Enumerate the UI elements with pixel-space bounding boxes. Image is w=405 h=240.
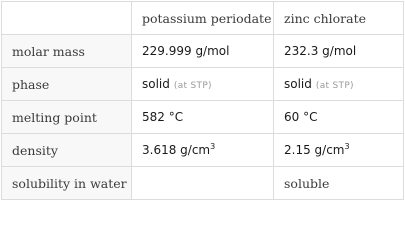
table-row xyxy=(2,35,404,68)
density-exponent: 3 xyxy=(210,142,216,151)
table-row xyxy=(2,134,404,167)
cell-density-zinc-chlorate xyxy=(274,134,404,167)
density-value: 2.15 g/cm xyxy=(284,143,345,157)
density-exponent: 3 xyxy=(344,142,350,151)
comparison-table xyxy=(1,1,404,200)
phase-value: solid xyxy=(142,77,170,91)
table-row xyxy=(2,101,404,134)
corner-cell xyxy=(2,2,132,35)
row-label-solubility-in-water: solubility in water xyxy=(2,167,132,200)
phase-note: (at STP) xyxy=(315,81,354,91)
cell-melting-point-potassium-periodate: 582 °C xyxy=(132,101,274,134)
phase-note: (at STP) xyxy=(173,81,212,91)
table-row xyxy=(2,167,404,200)
cell-melting-point-zinc-chlorate: 60 °C xyxy=(274,101,404,134)
cell-density-potassium-periodate xyxy=(132,134,274,167)
table-row xyxy=(2,68,404,101)
phase-value: solid xyxy=(284,77,312,91)
density-value: 3.618 g/cm xyxy=(142,143,211,157)
column-header-zinc-chlorate: zinc chlorate xyxy=(274,2,404,35)
row-label-phase: phase xyxy=(2,68,132,101)
cell-solubility-zinc-chlorate: soluble xyxy=(274,167,404,200)
header-row xyxy=(2,2,404,35)
cell-solubility-potassium-periodate xyxy=(132,167,274,200)
row-label-melting-point: melting point xyxy=(2,101,132,134)
cell-phase-zinc-chlorate xyxy=(274,68,404,101)
cell-molar-mass-potassium-periodate: 229.999 g/mol xyxy=(132,35,274,68)
row-label-density: density xyxy=(2,134,132,167)
cell-molar-mass-zinc-chlorate: 232.3 g/mol xyxy=(274,35,404,68)
row-label-molar-mass: molar mass xyxy=(2,35,132,68)
column-header-potassium-periodate: potassium periodate xyxy=(132,2,274,35)
cell-phase-potassium-periodate xyxy=(132,68,274,101)
